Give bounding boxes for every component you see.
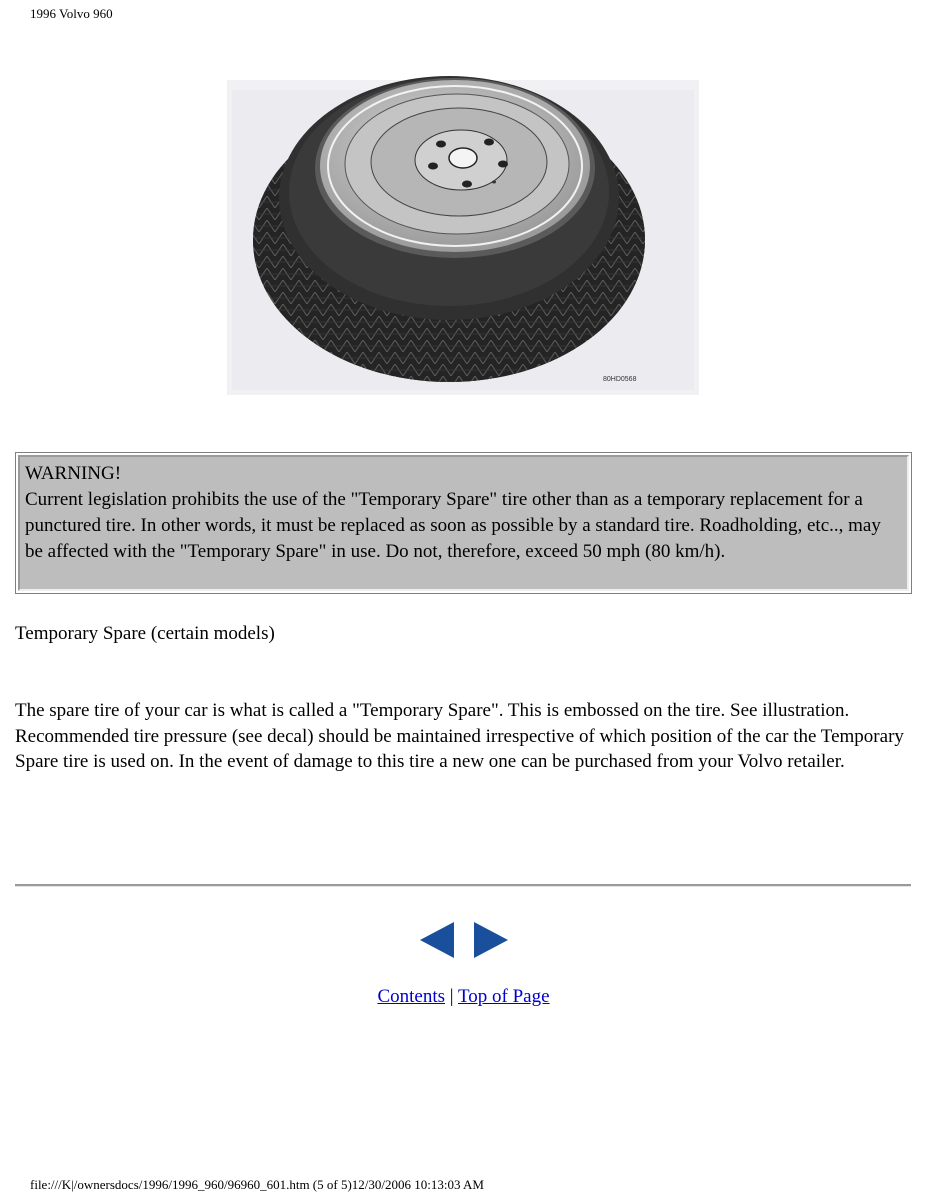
body-paragraph: The spare tire of your car is what is called a "Temporary Spare". This is embossed on the tire. See illustration. (15, 700, 850, 721)
arrow-right-icon[interactable] (472, 921, 508, 959)
top-of-page-link[interactable]: Top of Page (458, 986, 550, 1007)
print-header: 1996 Volvo 960 (30, 6, 113, 21)
warning-title: WARNING! (25, 463, 122, 484)
warning-panel (18, 455, 909, 591)
arrow-left-icon[interactable] (420, 921, 456, 959)
section-title: Temporary Spare (certain models) (15, 623, 275, 644)
divider (15, 884, 911, 887)
body-text (15, 698, 910, 775)
warning-text: Current legislation prohibits the use of the "Temporary Spare" tire other than as a temporary replacement for a punctured tire. In other words, it must be replaced as soon as possible by a standard tire. Roadholding, etc.., may be affected with the "Temporary Spare" in use. Do not, therefore, exceed 50 mph (80 km/h). (25, 489, 881, 562)
illustration-code: 80HD0568 (603, 376, 637, 383)
link-separator: | (449, 986, 454, 1007)
contents-link[interactable]: Contents (377, 986, 446, 1007)
print-footer: file:///K|/ownersdocs/1996/1996_960/96960_601.htm (5 of 5)12/30/2006 10:13:03 AM (30, 1177, 484, 1192)
page-navigation (420, 921, 510, 959)
body-paragraph: Recommended tire pressure (see decal) should be maintained irrespective of which position of the car the Temporary Spare tire is used on. In the event of damage to this tire a new one can be purchased from your Volvo retailer. (15, 725, 904, 772)
temporary-spare-tire-illustration (227, 40, 699, 402)
footer-links (0, 986, 927, 1008)
warning-box (15, 452, 912, 594)
